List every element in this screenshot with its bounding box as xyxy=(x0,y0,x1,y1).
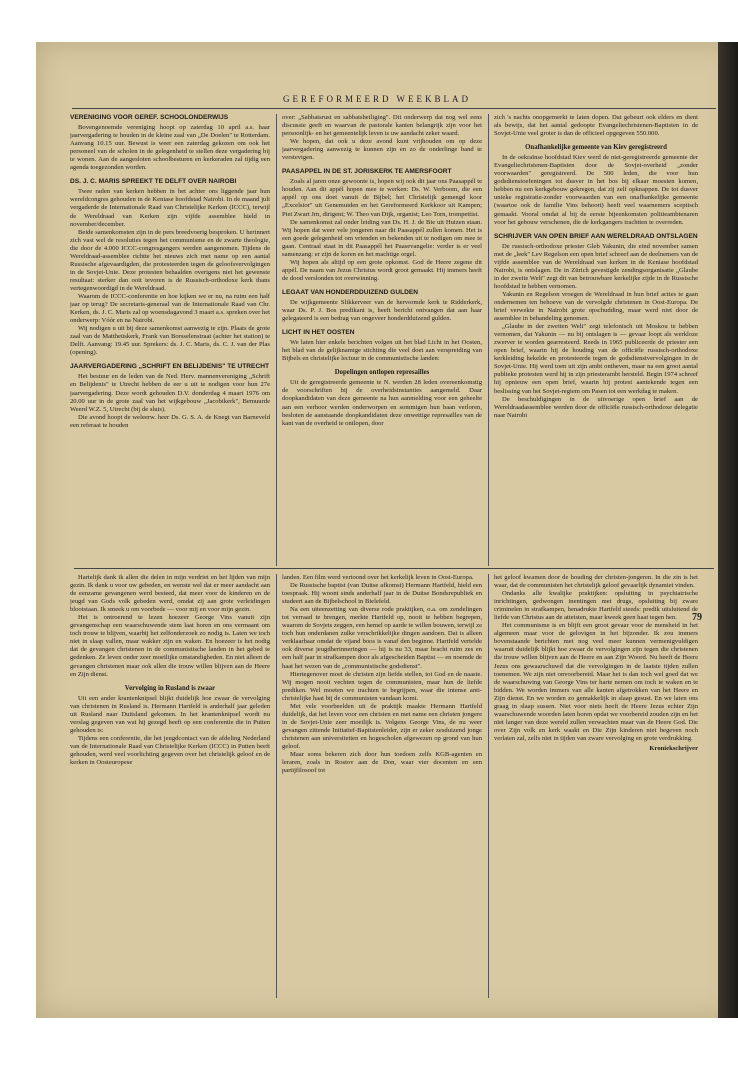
heading: SCHRIJVER VAN OPEN BRIEF AAN WERELDRAAD ONTSLAGEN xyxy=(494,232,698,240)
paragraph: Het bestuur en de leden van de Ned. Herv. mannenvereniging „Schrift en Belijdenis" te Utrecht hebben de eer u uit te nodigen voor hun 27e jaarvergadering. Deze wordt gehouden D.V. donderdag 4 maart 1976 om 20.00 uur in de grote zaal van het wijkgebouw „Jacobikerk", Bemuurde Weerd W.Z. 5, Utrecht (bij de sluis). xyxy=(70,373,270,413)
paragraph: We laten hier enkele berichten volgen uit het blad Licht in het Oosten, het blad van de gelijknamige stichting die veel doet aan verspreiding van Bijbels en christelijke lectuur in de communistische landen: xyxy=(282,339,482,363)
paragraph: Ondanks alle kwalijke praktijken: opsluiting in psychiatrische inrichtingen, gedwongen inentingen met drugs, opsluiting bij zware criminelen in strafkampen, benadrukte Hartfeld steeds: predik uitsluitend de liefde van Christus aan de atteisten, maar kweek geen haat tegen hen. xyxy=(494,590,698,622)
paragraph: Wij hopen als altijd op een grote opkomst. God de Heere zegene dit appél. De naam van Jezus Christus wordt groot gemaakt. Hij immers heeft de dood verslonden tot overwinning. xyxy=(282,258,482,282)
paragraph: landen. Een film werd vertoond over het kerkelijk leven in Oost-Europa. xyxy=(282,574,474,581)
paragraph: Het communisme is en blijft een groot gevaar voor de mensheid in het algemeen maar voor de gelovigen in het bijzonder. Ik zou immers bovenstaande berichten met nog veel meer kunnen vermenigvuldigen waaruit duidelijk blijkt hoe zwaar de vervolgingen zijn tegen die christenen die trouw willen blijven aan de Heere en aan Zijn Woord. Nu heeft de Heere Jezus ons gewaarschuwd dat die vervolgingen in de laatste tijden zullen toenemen. We zijn niet onvoorbereid. Maar het is dan toch wel goed dat we de waarschuwing van George Vins ter harte nemen om toch te waken en te bidden. We worden immers van alle kanten afgetrokken van het Heere en Zijn dienst. En we worden zo gemakkelijk in slaap gesust. En we laten ons graag in slaap sussen. Niet voor niets heeft de Heere Jezus echter Zijn waarschuwende woorden laten horen opdat we voorbereid zouden zijn en het niet langer van deze wereld zullen verwachten maar van de Heere God. Die over Zijn volk en kerk waakt en Die Zijn kinderen niet begeven noch verlaten zal, zelfs niet in tijden van zware vervolging en grote verdrukking. xyxy=(494,622,698,742)
section-rule xyxy=(74,568,714,569)
paragraph: De wijkgemeente Slikkerveer van de hervormde kerk te Ridderkerk, waar Ds. P. J. Bos predikant is, heeft bericht ontvangen dat aan haar gelegateerd is een bedrag van ongeveer honderdduizend gulden. xyxy=(282,298,482,323)
paragraph: De russisch-orthodoxe priester Gleb Yakunin, die eind november samen met de „leek" Lev Regelson een open brief schreef aan de deelnemers van de vijfde assemblee van de Wereldraad van kerken in de Keniase hoofdstad Nairobi, is ontslagen. De in Zürich gevestigde zendingsorganisatie „Glaube in der zweite Welt" zegt dit van betrouwbare kerkelijke zijde in de Russische hoofdstad te hebben vernomen. xyxy=(494,242,698,290)
paragraph: De beschuldigingen in de uitvoerige open brief aan de Wereldraadassemblee werden door de officiële russisch-orthodoxe delegatie naar Nairobi xyxy=(494,395,698,419)
column-rule xyxy=(276,114,277,566)
column-2 xyxy=(282,114,482,566)
paragraph: Beide samenkomsten zijn in de pers breedvoerig besproken. U herinnert zich vast wel de resoluties tegen het communisme en de zwarte theologie, die door de 4.000 ICCC-congresgangers werden aangenomen. Tijdens de Wereldraad-assemblee richtte het nieuws zich met name op een aantal Russische afgevaardigden, die protesteerden tegen de geloofsvervolgingen in de Sovjet-Unie. Deze protesten behaalden overigens niet het gewenste resultaat: sterker dan ooit tevoren is de Russisch-orthodoxe kerk thans vertegenwoordigd in de Wereldraad. xyxy=(70,228,270,292)
paragraph: zich 's nachts onopgemerkt te laten dopen. Dat gebeurt ook elders en dient als bewijs, dat het aantal gedoopte Evangeliechristenen-Baptisten in de Sovjet-Unie veel groter is dan de officieel opgegeven 550.000. xyxy=(494,114,698,138)
paragraph: over: „Sabbatsrust en sabbatsheiliging". Dit onderwerp dat nog wel eens discussie geeft en waarvan de pastorale kanten belangrijk zijn voor het persoonlijk- en het gemeentelijk leven is uw aandacht zeker waard. xyxy=(282,114,482,138)
heading: LEGAAT VAN HONDERDDUIZEND GULDEN xyxy=(282,288,419,296)
scan-margin xyxy=(0,0,738,42)
paragraph: Hiertegenover moet de christen zijn liefde stellen, tot God en de naaste. Wij mogen nooit vechten tegen de communisten, maar hun de liefde prediken. Wel moeten we trachten te begrijpen, waar die intense anti-christelijke haat bij de communisten vandaan komt. xyxy=(282,670,482,702)
heading: JAARVERGADERING „SCHRIFT EN BELIJDENIS" TE UTRECHT xyxy=(70,363,270,371)
paragraph: De samenkomst zal onder leiding van Ds. H. J. de Bie uit Huizen staan. Wij hopen dat weer vele jongeren naar dit Paasappél zullen komen. Het is een goede gelegenheid om vrienden en bekenden uit te nodigen om mee te gaan. Centraal staat in dit Paasappél het Paasevangelie: verder is er veel samenzang: er zijn de koren en het machtige orgel. xyxy=(282,218,482,258)
column-6 xyxy=(494,574,698,954)
column-rule xyxy=(276,574,277,998)
column-rule xyxy=(488,574,489,998)
paragraph: Yakunin en Regelson vroegen de Wereldraad in hun brief acties te gaan ondernemen ten behoeve van de vervolgde christenen in Oost-Europa. De brief verwekte in Nairobi grote opschudding, maar werd niet door de assemblee in behandeling genomen. xyxy=(494,290,698,323)
author-signature: Kroniekschrijver xyxy=(649,744,698,752)
paragraph: Hartelijk dank ik allen die delen in mijn verdriet en het lijden van mijn gezin. Ik dank u voor uw gebeden, en wenste wel dat er meer aandacht aan de eenzame gevangenen werd besteed, dat meer voor de kinderen en de jeugd van Gods volk gebeden werd, omdat zij aan grote verleidingen blootstaan. Ik smeek u om voorbede — voor mij en voor mijn gezin. xyxy=(70,574,270,614)
paragraph: het geloof kwamen door de houding der christen-jongeren. In die zin is het waar, dat de communisten het christelijk geloof gevaarlijk dynamiet vinden. xyxy=(494,574,698,590)
paragraph: Waarom de ICCC-conferentie en hoe kijken we er nu, na ruim een half jaar op terug? De secretaris-generaal van de Internationale Raad van Chr. Kerken, ds. J. C. Maris zal op woensdagavond 3 maart a.s. spreken over het onderwerp: Vóór en na Nairobi. xyxy=(70,292,270,325)
paragraph: „Glaube in der zweiten Welt" zegt telefonisch uit Moskou te hebben vernomen, dat Yakunin — nu bij ontslagen is — gevaar loopt als werkloze zwerver te worden gearresteerd. Reeds in 1965 publiceerde de priester een open brief, waarin hij de houding van de officiële russisch-orthodoxe kerkleiding hekelde en protesteerde tegen de godsdienstvervolgingen in de Sovjet-Unie. Hij werd toen uit zijn ambt ontheven, maar na een groot aantal publieke protesten werd hij in zijn priesterambt hersteld. Begin 1974 schreef hij opnieuw een open brief, waarin hij protest aantekende tegen een beslissing van het Sovjet-regiem om Pasen tot een werkdag te maken. xyxy=(494,323,698,395)
page-number: 79 xyxy=(692,612,702,623)
paragraph: Bovengenoemde vereniging hoopt op zaterdag 10 april a.s. haar jaarvergadering te houden in de kleine zaal van „De Doelen" te Rotterdam. Aanvang 10.15 uur. Bewust is weer een zaterdag gekozen om ook het personeel van de scholen in de gelegenheid te stellen deze vergadering bij te wonen. Aan de aangesloten schoolbesturen en kerkeraden zal tijdig een agenda toegezonden worden. xyxy=(70,124,270,172)
paragraph: Wij nodigen u uit bij deze samenkomst aanwezig te zijn. Plaats de grote zaal van de Mattheüskerk, Frank van Borsselenstraat (achter het station) te Delft. Aanvang: 19.45 uur. Sprekers: ds. J. C. Maris, ds. C. J. van der Plas (opening). xyxy=(70,325,270,357)
subheading: Onafhankelijke gemeente van Kiev geregistreerd xyxy=(525,144,667,152)
paragraph: Zoals al jaren onze gewoonte is, hopen wij ook dit jaar ons Paasappél te houden. Aan dit appél hopen mee te werken: Ds. W. Verboom, die een appél op ons doet vanuit de Bijbel; het Christelijk gemengd koor „Excelsior" uit Genemuiden en het Gereformeerd Kerkkoor uit Kampen; Piet Zwart Jrn, dirigent; W. Theo van Dijk, organist; Leo Torn, trompettist. xyxy=(282,178,482,218)
paragraph: Na een uiteenzetting van diverse rode praktijken, o.a. om zendelingen tot verraad te brengen, merkte Hartfeld op, nooit te hebben begrepen, waarom de Sovjets zeggen, een hemel op aarde te willen bouwen, terwijl ze toch hun onderdanen zulke verschrikkelijke dingen aandoen. Dat is alleen verklaarbaar omdat de vijand boos is vanaf den beginne. Hartfeld vertelde ook diverse jeugdherinneringen — hij is nu 33, maar bracht ruim zes en een half jaar in strafkampen door als afgescheiden Baptist — en noemde de haat het wezen van de „communistische godsdienst". xyxy=(282,606,482,670)
paragraph: Het is ontroerend te lezen hoezeer George Vins vanuit zijn gevangenschap een waarschuwende stem laat horen en ons vermaant om toch trouw te blijven, waarbij het zelfonderzoek zo nodig is. Laten we toch niet in slaap vallen, maar wakker zijn en waken. En hoezeer is het nodig dat de gevangen christenen in de communistische landen in het gebed te gedenken. Ze leven onder zeer moeilijke omstandigheden. En niet alleen de gevangen christenen maar ook allen die trouw willen blijven aan de Heere en Zijn dienst. xyxy=(70,614,270,678)
page-binding-edge xyxy=(718,42,738,1018)
newspaper-page xyxy=(36,42,738,1018)
column-3 xyxy=(494,114,698,566)
subheading: Dopelingen ontlopen represailles xyxy=(334,369,430,377)
paragraph: Uit een ander krantenknipsel blijkt duidelijk hoe zwaar de vervolging van christenen in Rusland is. Hermann Hartfeld is anderhalf jaar geleden uit Rusland naar Duitsland gekomen. In het krantenknipsel wordt nu verslag gegeven van wat hij gezegd heeft op een conferentie die in Putten gehouden is: xyxy=(70,694,270,734)
column-4 xyxy=(70,574,270,998)
paragraph: Maar soms bekeren zich door hun toedoen zelfs KGB-agenten en leraren, zoals in Rostov aan de Don, waar vier docenten en een partijfilosoof tot xyxy=(282,751,482,775)
heading: VERENIGING VOOR GEREF. SCHOOLONDERWIJS xyxy=(70,114,229,121)
heading: PAASAPPEL IN DE ST. JORISKERK TE AMERSFOORT xyxy=(282,168,452,176)
column-5 xyxy=(282,574,482,998)
paragraph: Die avond hoopt de weleerw. heer Ds. G. S. A. de Knegt van Barneveld een referaat te houden xyxy=(70,413,270,429)
column-rule xyxy=(488,114,489,566)
paragraph: Tijdens een conferentie, die het jeugdcontact van de afdeling Nederland van de Internationale Raad van Christelijke Kerken (ICCC) in Putten heeft gehouden, werd veel voorlichting gegeven over het christelijk geloof en de kerken in Oosteuropese xyxy=(70,734,270,767)
paragraph: Met vele voorbeelden uit de praktijk maakte Hermann Hartfeld duidelijk, dat het leven voor een christen en met name een christen jongere in de Sovjet-Unie zeer moeilijk is. Volgens George Vins, de nu weer gevangen zittende Initiatief-Baptistenleider, zijn er zeker zesduizend jonge christenen aan universiteiten en hogescholen afgewezen op grond van hun geloof. xyxy=(282,702,482,750)
page-header: GEREFORMEERD WEEKBLAD xyxy=(282,94,472,104)
header-rule xyxy=(72,108,716,109)
paragraph: Uit de geregistreerde gemeente te N. werden 28 leden overeenkomstig de voorschriften bij de overheidsinstanties aangemeld. Daar doopkandidaten van deze gemeente na hun aanmelding voor een geheelte aan een verhoor werden onderworpen en sommigen hun baan verloren, besloten de aanstaande doopkandidaten deze onwettige represailles van de kant van de overheid te ontlopen, door xyxy=(282,379,482,427)
paragraph: De Russische baptist (van Duitse afkomst) Hermann Hartfeld, hield een toespraak. Hij woont sinds anderhalf jaar in de Duitse Bondsrepubliek en studeert aan de Bijbelschool in Bielefeld. xyxy=(282,582,482,606)
heading: LICHT IN HET OOSTEN xyxy=(282,329,355,337)
paragraph: Twee raden van kerken hebben in het achter ons liggende jaar hun wereldcongres gehouden in de Keniase hoofdstad Nairobi. In de maand juli vergaderde de Internationale Raad van Christelijke Kerken (ICCC), terwijl de Wereldraad van Kerken zijn vijfde assemblee hield in november/december. xyxy=(70,188,270,228)
heading: DS. J. C. MARIS SPREEKT TE DELFT OVER NAIROBI xyxy=(70,178,237,186)
subheading: Vervolging in Rusland is zwaar xyxy=(124,684,216,692)
paragraph: In de oekraïnse hoofdstad Kiev werd de niet-geregistreerde gemeente der Evangeliechristenen-Baptisten door de Sovjet-overheid „zonder voorwaarden" geregistreerd. De 500 leden, die voor hun godsdienstoefeningen tot dusver in het bos bij elkaar moesten komen, hebben nu een kerkgebouw gekregen, dat zij zelf opknappen. De tot dusver unieke registratie-zonder voorwaarden van een onafhankelijke gemeente (waartoe ook de familie Vins behoort) heeft veel waarnemers sceptisch gemaakt. Vooral omdat al bij de eerste bijeenkomsten politieambtenaren voor het gebouw verschenen, die de kerkgangers trachtten te overreden. xyxy=(494,154,698,226)
paragraph: We hopen, dat ook u deze avond kunt vrijhouden om op deze jaarvergadering aanwezig te kunnen zijn en zo de onderlinge band te verstevigen. xyxy=(282,138,482,162)
column-1 xyxy=(70,114,270,566)
